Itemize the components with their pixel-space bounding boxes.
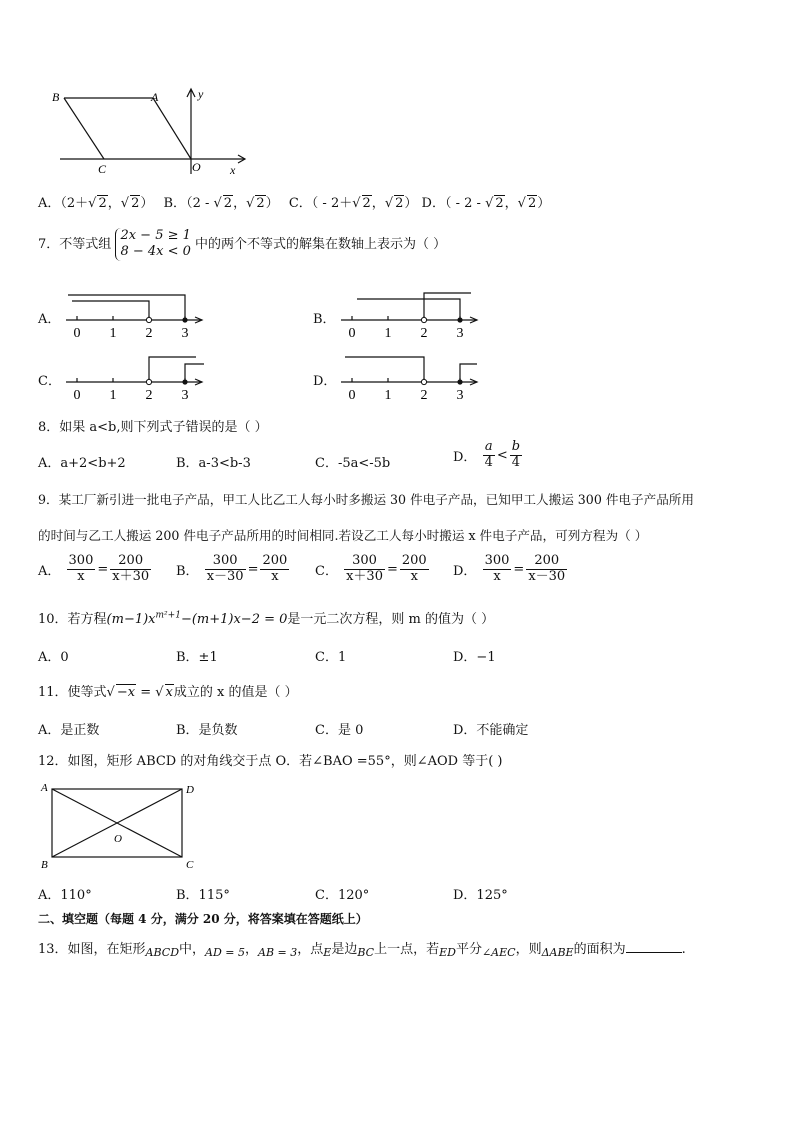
svg-text:1: 1 <box>109 388 117 403</box>
q9-option-c[interactable]: C． $\frac{300}{x+30}$ = $\frac{200}{x}$ <box>315 553 427 584</box>
q8-option-c[interactable]: C．-5a<-5b <box>315 456 391 471</box>
label-O: O <box>114 833 122 845</box>
q7-option-a-label[interactable]: A． <box>38 312 61 327</box>
q8-option-b[interactable]: B．a-3<b-3 <box>176 456 251 471</box>
q12-option-b[interactable]: B．115° <box>176 888 230 903</box>
q10-option-d[interactable]: D．−1 <box>453 650 496 665</box>
q11-option-b[interactable]: B．是负数 <box>176 723 238 738</box>
q13-stem: 13．如图，在矩形$_{ABCD}$中，$_{AD = 5}$，$_{AB = 3}$，点$_E$是边$_{BC}$上一点，若$_{ED}$平分$_{\angle AEC}$，则$_{\Delta ABE}$的面积为 . <box>38 942 686 959</box>
q9-option-b[interactable]: B． $\frac{300}{x-30}$ = $\frac{200}{x}$ <box>176 553 288 584</box>
q12-option-a[interactable]: A．110° <box>38 888 92 903</box>
label-A: A <box>41 782 48 794</box>
svg-text:0: 0 <box>348 388 356 403</box>
segment-BC <box>64 98 104 159</box>
svg-text:2: 2 <box>145 326 153 341</box>
q11-option-a[interactable]: A．是正数 <box>38 723 100 738</box>
svg-text:3: 3 <box>181 388 189 403</box>
q8-option-a[interactable]: A．a+2<b+2 <box>38 456 126 471</box>
q11-option-c[interactable]: C．是 0 <box>315 723 364 738</box>
label-x: x <box>230 163 236 177</box>
q7-numberline-a[interactable] <box>62 290 212 342</box>
q11-stem: 11．使等式√ −x = √ x成立的 x 的值是（ ） <box>38 685 298 700</box>
q12-option-c[interactable]: C．120° <box>315 888 370 903</box>
svg-text:1: 1 <box>384 326 392 341</box>
label-B: B <box>52 90 60 104</box>
label-C: C <box>186 859 194 871</box>
label-A: A <box>151 90 159 104</box>
svg-text:3: 3 <box>181 326 189 341</box>
label-O: O <box>192 160 201 174</box>
svg-text:3: 3 <box>456 388 464 403</box>
svg-text:0: 0 <box>348 326 356 341</box>
q9-option-d[interactable]: D． $\frac{300}{x}$ = $\frac{200}{x-30}$ <box>453 553 566 584</box>
segment-AO <box>153 98 191 159</box>
q6-option-c[interactable]: C．（ - 2＋√ 2，√ 2） <box>288 196 418 211</box>
q12-stem: 12．如图，矩形 ABCD 的对角线交于点 O．若∠BAO =55°，则∠AOD 等于( ) <box>38 754 503 769</box>
q12-option-d[interactable]: D．125° <box>453 888 508 903</box>
svg-text:0: 0 <box>73 388 81 403</box>
label-C: C <box>98 162 107 176</box>
q7-numberline-b[interactable] <box>337 290 487 342</box>
q6-coordinate-figure <box>40 84 260 180</box>
inequality-system: 2x − 5 ≥ 1 8 − 4x < 0 <box>115 228 190 261</box>
svg-text:2: 2 <box>145 388 153 403</box>
q10-option-b[interactable]: B．±1 <box>176 650 218 665</box>
q7-numberline-d[interactable] <box>337 352 487 404</box>
q13-answer-blank[interactable] <box>626 952 682 953</box>
label-y: y <box>198 87 204 101</box>
q11-option-d[interactable]: D．不能确定 <box>453 723 529 738</box>
q8-option-d[interactable]: D． $\frac{a}{4}$ < $\frac{b}{4}$ <box>453 439 521 470</box>
q10-stem: 10．若方程$(m-1)x^{m^2+1}-(m+1)x-2 = 0$是一元二次方程，则 m 的值为（ ） <box>38 610 495 627</box>
svg-text:3: 3 <box>456 326 464 341</box>
q7-option-d-label[interactable]: D． <box>313 374 337 389</box>
q6-option-a[interactable]: A．（2＋√ 2，√ 2） <box>38 196 154 211</box>
svg-text:2: 2 <box>420 388 428 403</box>
q12-rectangle-figure <box>38 780 208 874</box>
section-heading: 二、填空题（每题 4 分，满分 20 分，将答案填在答题纸上） <box>38 912 368 926</box>
label-B: B <box>41 859 48 871</box>
label-D: D <box>186 784 194 796</box>
svg-text:0: 0 <box>73 326 81 341</box>
q7-numberline-c[interactable] <box>62 352 212 404</box>
q10-option-c[interactable]: C．1 <box>315 650 347 665</box>
q8-stem: 8．如果 a<b,则下列式子错误的是（ ） <box>38 420 268 435</box>
q7-option-b-label[interactable]: B． <box>313 312 336 327</box>
q9-stem-line1: 9．某工厂新引进一批电子产品，甲工人比乙工人每小时多搬运 30 件电子产品，已知甲工人搬运 300 件电子产品所用 <box>38 492 694 507</box>
q7-stem: 7．不等式组 2x − 5 ≥ 1 8 − 4x < 0 中的两个不等式的解集在数轴上表示为（ ） <box>38 228 447 260</box>
q6-option-b[interactable]: B．（2 - √ 2，√ 2） <box>163 196 279 211</box>
q9-option-a[interactable]: A． $\frac{300}{x}$ = $\frac{200}{x+30}$ <box>38 553 150 584</box>
q9-stem-line2: 的时间与乙工人搬运 200 件电子产品所用的时间相同.若设乙工人每小时搬运 x 件电子产品，可列方程为（ ） <box>38 528 648 543</box>
q6-options <box>38 192 550 211</box>
svg-text:1: 1 <box>384 388 392 403</box>
q10-option-a[interactable]: A．0 <box>38 650 69 665</box>
svg-text:2: 2 <box>420 326 428 341</box>
q7-option-c-label[interactable]: C． <box>38 374 61 389</box>
svg-text:1: 1 <box>109 326 117 341</box>
q6-option-d[interactable]: D．（ - 2 - √ 2，√ 2） <box>421 196 551 211</box>
